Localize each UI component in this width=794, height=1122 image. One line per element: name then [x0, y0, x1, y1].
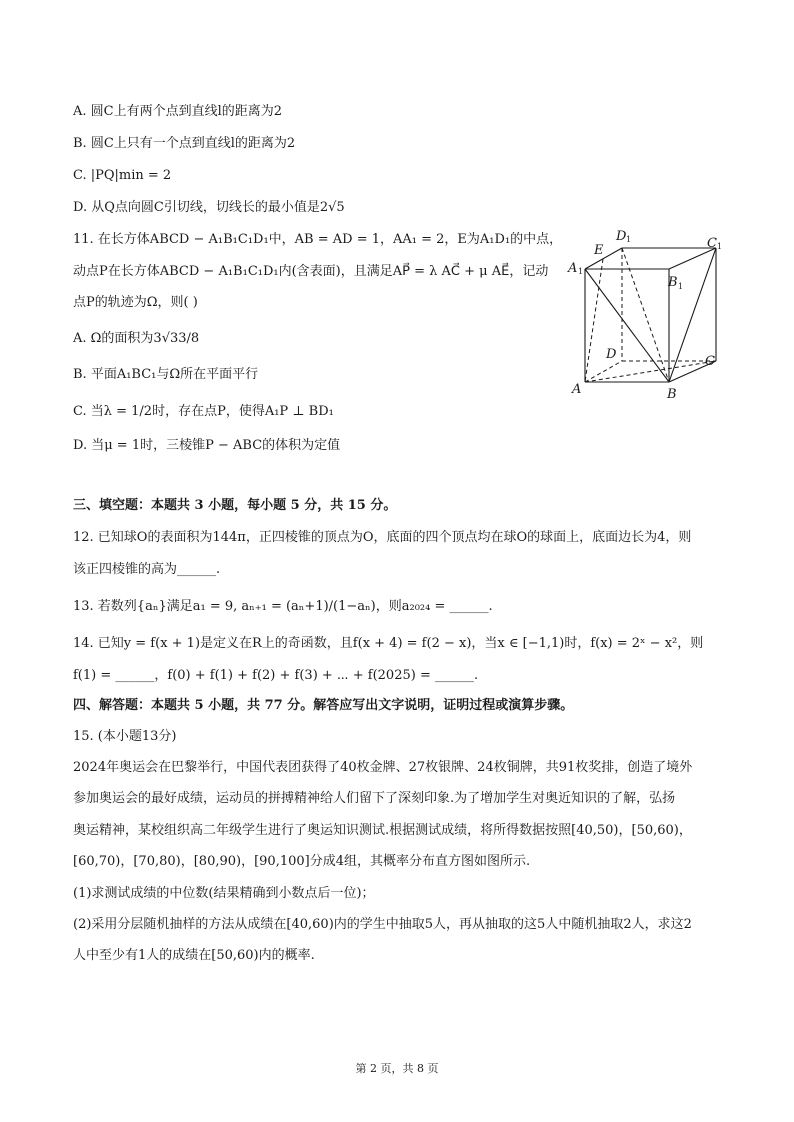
label-C: C [705, 354, 715, 369]
q12-line2: 该正四棱锥的高为______. [73, 562, 221, 577]
q14-line1: 14. 已知y = f(x + 1)是定义在R上的奇函数，且f(x + 4) = f(2 − x)，当x ∈ [−1,1)时，f(x) = 2ˣ − x²，则 [73, 636, 704, 651]
label-D: D [606, 347, 617, 362]
label-D1: D [616, 229, 627, 244]
q10-option-d: D. 从Q点向圆C引切线，切线长的最小值是2√5 [73, 200, 345, 215]
label-B1: B [668, 275, 678, 290]
page-footer: 第 2 页，共 8 页 [355, 1062, 439, 1075]
q11-stem-line3: 点P的轨迹为Ω，则( ) [73, 295, 198, 310]
label-A1-sub: 1 [578, 267, 584, 276]
label-C1: C [707, 236, 717, 251]
q14-line2: f(1) = ______，f(0) + f(1) + f(2) + f(3) + ⋯ + f(2025) = ______. [73, 668, 479, 683]
q11-option-a: A. Ω的面积为3√33/8 [73, 331, 200, 346]
q15-part2-line1: (2)采用分层随机抽样的方法从成绩在[40,60)内的学生中抽取5人，再从抽取的这5人中随机抽取2人，求这2 [73, 917, 692, 932]
section3-heading: 三、填空题：本题共 3 小题，每小题 5 分，共 15 分。 [73, 498, 397, 513]
q11-stem-line1: 11. 在长方体ABCD − A₁B₁C₁D₁中，AB = AD = 1，AA₁ = 2，E为A₁D₁的中点， [73, 232, 563, 247]
label-E: E [594, 243, 604, 258]
label-D1-sub: 1 [626, 235, 632, 244]
q15-line4: [60,70)，[70,80)，[80,90)，[90,100]分成4组，其概率分布直方图如图所示. [73, 854, 531, 869]
q11-stem-line2: 动点P在长方体ABCD − A₁B₁C₁D₁内(含表面)，且满足AP⃗ = λ AC⃗ + μ AE⃗，记动 [73, 264, 549, 279]
label-B: B [667, 387, 677, 402]
q15-line3: 奥运精神，某校组织高二年级学生进行了奥运知识测试.根据测试成绩，将所得数据按照[40,50)，[50,60)， [73, 823, 692, 838]
q10-option-c: C. |PQ|min = 2 [73, 168, 172, 183]
q11-option-d: D. 当μ = 1时，三棱锥P − ABC的体积为定值 [73, 438, 341, 453]
label-C1-sub: 1 [717, 242, 723, 251]
cuboid-figure [560, 224, 740, 404]
q11-option-b: B. 平面A₁BC₁与Ω所在平面平行 [73, 367, 259, 382]
q12-line1: 12. 已知球O的表面积为144π，正四棱锥的顶点为O，底面的四个顶点均在球O的球面上，底面边长为4，则 [73, 530, 692, 545]
q13: 13. 若数列{aₙ}满足a₁ = 9, aₙ₊₁ = (aₙ+1)/(1−aₙ)，则a₂₀₂₄ = ______. [73, 599, 493, 614]
q15-part1: (1)求测试成绩的中位数(结果精确到小数点后一位)； [73, 886, 375, 901]
q11-option-c: C. 当λ = 1/2时，存在点P，使得A₁P ⊥ BD₁ [73, 404, 334, 419]
q15-line1: 2024年奥运会在巴黎举行，中国代表团获得了40枚金牌、27枚银牌、24枚铜牌，共91枚奖排，创造了境外 [73, 760, 693, 775]
q15-line2: 参加奥运会的最好成绩，运动员的拼搏精神给人们留下了深刻印象.为了增加学生对奥近知识的了解，弘扬 [73, 791, 676, 806]
q15-title: 15. (本小题13分) [73, 729, 177, 744]
label-A: A [572, 382, 582, 397]
section4-heading: 四、解答题：本题共 5 小题，共 77 分。解答应写出文字说明，证明过程或演算步骤。 [73, 698, 574, 713]
q15-part2-line2: 人中至少有1人的成绩在[50,60)内的概率. [73, 948, 315, 963]
label-B1-sub: 1 [678, 282, 684, 291]
q10-option-a: A. 圆C上有两个点到直线l的距离为2 [73, 104, 283, 119]
q10-option-b: B. 圆C上只有一个点到直线l的距离为2 [73, 136, 296, 151]
label-A1: A [568, 261, 578, 276]
